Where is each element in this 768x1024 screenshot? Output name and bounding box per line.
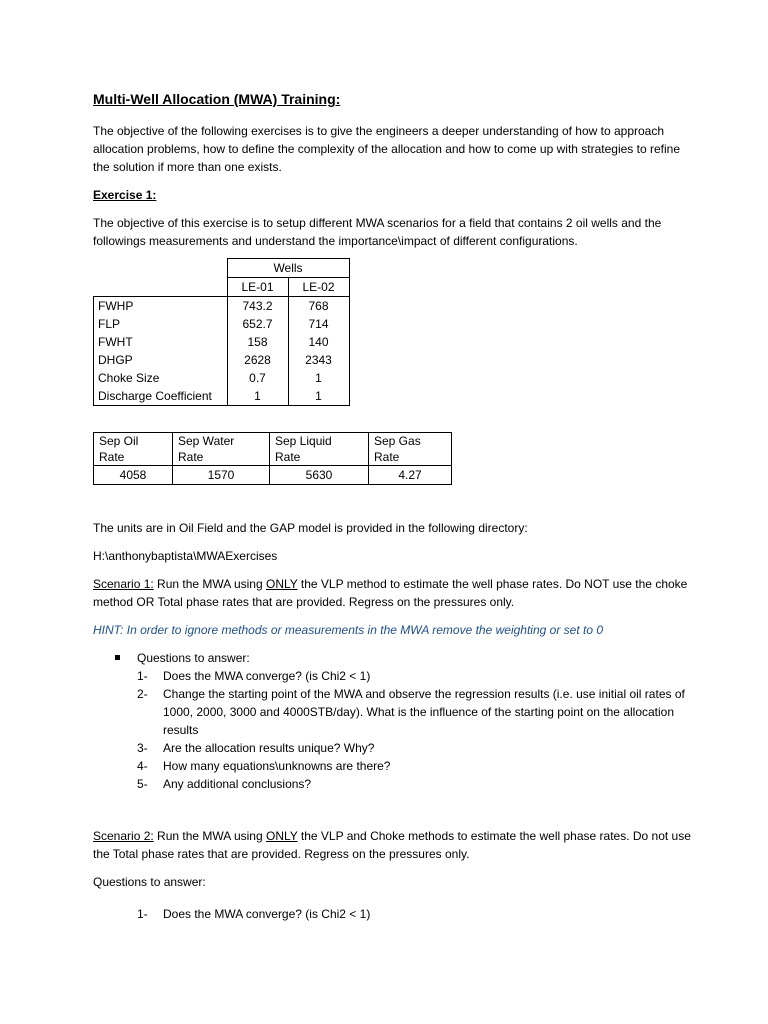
scenario1-questions	[137, 649, 693, 793]
table-cell: 0.7	[227, 369, 288, 387]
table-row	[94, 297, 350, 316]
row-label: DHGP	[94, 351, 228, 369]
row-label: FWHT	[94, 333, 228, 351]
document-title: Multi-Well Allocation (MWA) Training:	[93, 91, 341, 107]
scenario2-paragraph: Scenario 2: Run the MWA using ONLY the VLP and Choke methods to estimate the well phase rates. Do not use the Total phase rates that are provided. Regress on the pressures only.	[93, 829, 691, 861]
row-label: FLP	[94, 315, 228, 333]
table-row	[94, 369, 350, 387]
list-item: 4- How many equations\unknowns are there?	[137, 759, 391, 773]
scenario2-only: ONLY	[265, 829, 298, 843]
table-cell: 1	[288, 387, 349, 406]
table-cell: 768	[288, 297, 349, 316]
sep-header-water: Sep Water Rate	[173, 433, 270, 466]
wells-group-header-row	[94, 259, 350, 278]
separator-rates-table	[93, 432, 452, 485]
row-label: Choke Size	[94, 369, 228, 387]
column-header-le02: LE-02	[288, 278, 349, 297]
sep-water-value: 1570	[173, 466, 270, 485]
directory-path: H:\anthonybaptista\MWAExercises	[93, 549, 278, 563]
table-row	[94, 333, 350, 351]
list-item: 1- Does the MWA converge? (is Chi2 < 1)	[137, 907, 371, 921]
list-item: 2- Change the starting point of the MWA and observe the regression results (i.e. use initial oil rates of 1000, 2000, 3000 and 4000STB/day). What is the influence of the starting point on the allocation results	[137, 687, 685, 737]
sep-value-row	[94, 466, 452, 485]
scenario2-questions-heading: Questions to answer:	[93, 875, 206, 889]
table-cell: 140	[288, 333, 349, 351]
sep-oil-value: 4058	[94, 466, 173, 485]
intro-paragraph: The objective of the following exercises is to give the engineers a deeper understanding of how to approach allocation problems, how to define the complexity of the allocation and how to come up with strategies to refine the solution if more than one exists.	[93, 124, 680, 174]
table-cell: 714	[288, 315, 349, 333]
table-cell: 158	[227, 333, 288, 351]
list-item	[137, 649, 693, 667]
square-bullet-icon	[115, 655, 120, 660]
table-cell: 2628	[227, 351, 288, 369]
sep-liquid-value: 5630	[270, 466, 369, 485]
wells-table	[93, 258, 350, 406]
table-cell: 652.7	[227, 315, 288, 333]
document-page	[93, 88, 693, 923]
scenario1-paragraph: Scenario 1: Run the MWA using ONLY the VLP method to estimate the well phase rates. Do NOT use the choke method OR Total phase rates that are provided. Regress on the pressures only.	[93, 577, 688, 609]
table-cell: 743.2	[227, 297, 288, 316]
scenario1-hint: HINT: In order to ignore methods or measurements in the MWA remove the weighting or set to 0	[93, 623, 604, 637]
sep-header-gas: Sep Gas Rate	[369, 433, 452, 466]
exercise1-heading: Exercise 1:	[93, 188, 157, 202]
scenario1-label: Scenario 1:	[93, 577, 154, 591]
column-header-le01: LE-01	[227, 278, 288, 297]
table-row	[94, 387, 350, 406]
scenario1-question-list	[137, 667, 693, 793]
sep-header-oil: Sep Oil Rate	[94, 433, 173, 466]
exercise1-objective: The objective of this exercise is to setup different MWA scenarios for a field that contains 2 oil wells and the followings measurements and understand the importance\impact of different configurations.	[93, 216, 662, 248]
sep-header-liquid: Sep Liquid Rate	[270, 433, 369, 466]
table-row	[94, 315, 350, 333]
scenario1-only: ONLY	[265, 577, 298, 591]
row-label: FWHP	[94, 297, 228, 316]
row-label: Discharge Coefficient	[94, 387, 228, 406]
table-cell: 1	[227, 387, 288, 406]
scenario2-question-list	[137, 905, 693, 923]
table-cell: 1	[288, 369, 349, 387]
list-item: 3- Are the allocation results unique? Why?	[137, 741, 375, 755]
units-paragraph: The units are in Oil Field and the GAP model is provided in the following directory:	[93, 521, 528, 535]
scenario2-label: Scenario 2:	[93, 829, 154, 843]
sep-gas-value: 4.27	[369, 466, 452, 485]
sep-header-row	[94, 433, 452, 466]
table-cell: 2343	[288, 351, 349, 369]
wells-column-header-row	[94, 278, 350, 297]
table-row	[94, 351, 350, 369]
list-item: 5- Any additional conclusions?	[137, 777, 312, 791]
list-item: 1- Does the MWA converge? (is Chi2 < 1)	[137, 669, 371, 683]
questions-heading: Questions to answer:	[137, 651, 250, 665]
wells-group-header: Wells	[227, 259, 349, 278]
